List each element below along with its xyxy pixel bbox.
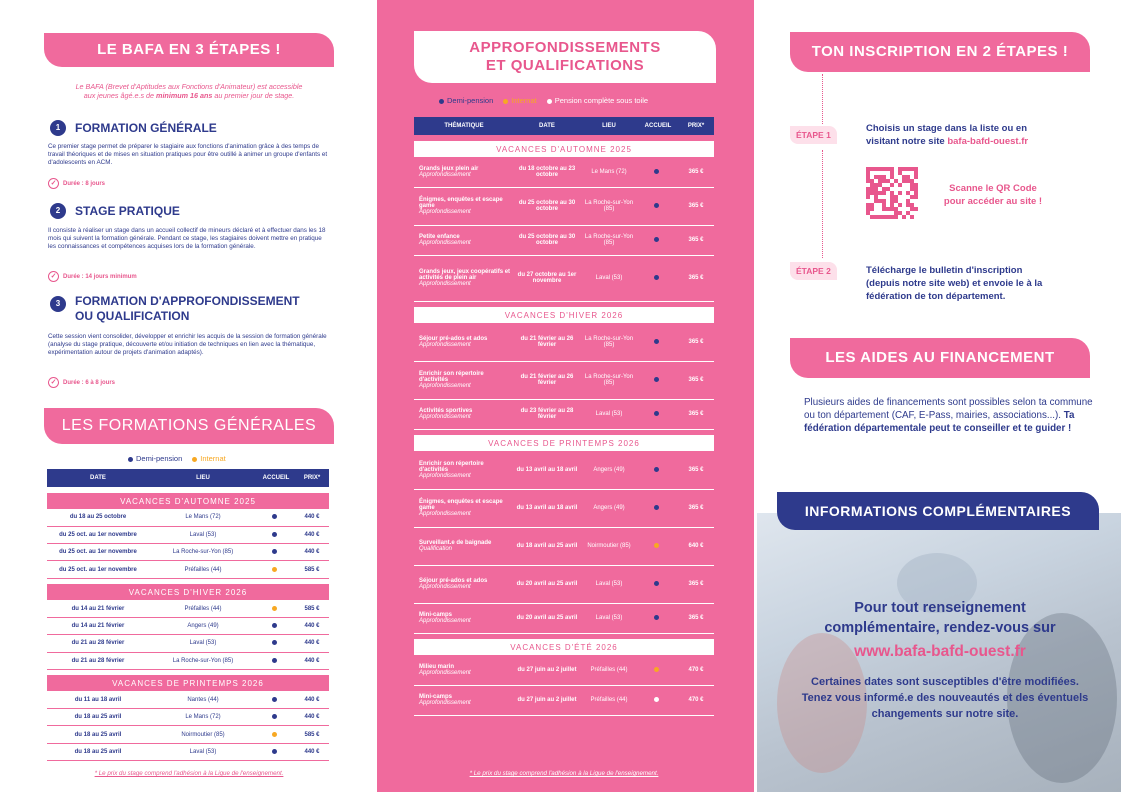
accueil-dot-icon: [272, 549, 277, 554]
step-1-duration: [48, 178, 105, 189]
date-cell: du 18 au 25 avril: [47, 726, 149, 743]
qr-caption: Scanne le QR Code pour accéder au site !: [943, 183, 1043, 207]
prix-cell: 470 €: [678, 685, 714, 715]
accueil-cell: [638, 685, 678, 715]
table-row: [47, 635, 329, 652]
step-number: 1: [50, 120, 66, 136]
date-cell: du 27 juin au 2 juillet: [514, 655, 580, 685]
period-label: VACANCES DE PRINTEMPS 2026: [47, 675, 329, 691]
prix-cell: 365 €: [678, 255, 714, 301]
table-row: [47, 691, 329, 708]
accueil-cell: [638, 489, 678, 527]
accueil-cell: [257, 726, 295, 743]
table-row: [47, 726, 329, 743]
date-cell: du 21 février au 26 février: [514, 361, 580, 399]
info-heading: Pour tout renseignement complémentaire, rendez-vous sur: [824, 600, 1056, 636]
col-lieu: LIEU: [149, 469, 257, 487]
approfondissement-table: [414, 117, 714, 716]
theme-cell: [414, 323, 514, 361]
table-header: [47, 469, 329, 487]
accueil-dot-icon: [272, 567, 277, 572]
accueil-dot-icon: [654, 467, 659, 472]
theme-type: Approfondissement: [419, 341, 471, 348]
date-cell: du 21 au 28 février: [47, 652, 149, 669]
accueil-cell: [638, 225, 678, 255]
general-training-table: [47, 469, 329, 761]
bafa-steps-banner: LE BAFA EN 3 ÉTAPES !: [44, 33, 334, 67]
intro-part-c: au premier jour de stage.: [214, 91, 295, 100]
white-dot-icon: [547, 99, 552, 104]
date-cell: du 25 octobre au 30 octobre: [514, 187, 580, 225]
lieu-cell: La Roche-sur-Yon (85): [580, 225, 638, 255]
accueil-dot-icon: [272, 697, 277, 702]
lieu-cell: Laval (53): [149, 635, 257, 652]
accueil-cell: [638, 527, 678, 565]
theme-title: Mini-camps: [419, 694, 453, 700]
step-3-desc: Cette session vient consolider, développer et enrichir les acquis de la session de formation générale (analyse du stage pratique, découverte et/ou initiation de techniques en lien avec la thématique, expérimentation autour de projets d'animation adaptés).: [48, 333, 327, 356]
prix-cell: 440 €: [295, 709, 329, 726]
table-row: [47, 652, 329, 669]
etape-1-text: Choisis un stage dans la liste ou en visitant notre site bafa-bafd-ouest.fr: [866, 123, 1029, 147]
step-title: FORMATION GÉNÉRALE: [75, 121, 217, 135]
accueil-dot-icon: [272, 640, 277, 645]
theme-title: Grands jeux plein air: [419, 165, 479, 172]
etape-2-badge: ÉTAPE 2: [790, 262, 837, 280]
table-row: [47, 709, 329, 726]
period-label: VACANCES D'AUTOMNE 2025: [47, 493, 329, 509]
info-link[interactable]: www.bafa-bafd-ouest.fr: [854, 643, 1026, 660]
legend-item: Demi-pension: [128, 454, 182, 463]
orange-dot-icon: [192, 457, 197, 462]
prix-cell: 440 €: [295, 691, 329, 708]
intro-part-a: Le BAFA (Brevet d'Aptitudes aux Fonctions d'Animateur) est accessible: [75, 82, 303, 91]
accueil-cell: [257, 617, 295, 634]
prix-cell: 365 €: [678, 225, 714, 255]
accueil-dot-icon: [272, 658, 277, 663]
date-cell: du 18 au 25 octobre: [47, 509, 149, 526]
legend-general: [128, 454, 226, 463]
accueil-cell: [257, 652, 295, 669]
date-cell: du 18 au 25 avril: [47, 743, 149, 760]
banner-line-2: ET QUALIFICATIONS: [485, 57, 645, 74]
table-row: [414, 685, 714, 715]
date-cell: du 23 février au 28 février: [514, 399, 580, 429]
lieu-cell: Noirmoutier (85): [149, 726, 257, 743]
lieu-cell: Angers (49): [580, 451, 638, 489]
theme-type: Approfondissement: [419, 383, 471, 389]
check-icon: ✓: [48, 377, 59, 388]
theme-title: Activités sportives: [419, 408, 473, 414]
prix-cell: 440 €: [295, 526, 329, 543]
date-cell: du 27 juin au 2 juillet: [514, 685, 580, 715]
table-row: [414, 603, 714, 633]
lieu-cell: Préfailles (44): [149, 600, 257, 617]
table-row: [414, 255, 714, 301]
period-row: [414, 639, 714, 655]
theme-title: Séjour pré-ados et ados: [419, 578, 488, 584]
orange-dot-icon: [503, 99, 508, 104]
price-note: * Le prix du stage comprend l'adhésion à la Ligue de l'enseignement.: [94, 770, 284, 777]
aides-banner: LES AIDES AU FINANCEMENT: [790, 338, 1090, 378]
info-banner: INFORMATIONS COMPLÉMENTAIRES: [777, 492, 1099, 530]
theme-cell: [414, 685, 514, 715]
accueil-cell: [257, 709, 295, 726]
prix-cell: 585 €: [295, 561, 329, 578]
theme-cell: [414, 565, 514, 603]
check-icon: ✓: [48, 271, 59, 282]
lieu-cell: La Roche-sur-Yon (85): [149, 652, 257, 669]
period-row: [414, 141, 714, 157]
prix-cell: 440 €: [295, 544, 329, 561]
date-cell: du 14 au 21 février: [47, 600, 149, 617]
accueil-cell: [638, 255, 678, 301]
accueil-cell: [638, 399, 678, 429]
prix-cell: 365 €: [678, 451, 714, 489]
left-column: [0, 0, 374, 792]
general-training-banner: LES FORMATIONS GÉNÉRALES: [44, 408, 334, 444]
theme-type: Approfondissement: [419, 209, 471, 215]
lieu-cell: Nantes (44): [149, 691, 257, 708]
price-note-2: * Le prix du stage comprend l'adhésion à la Ligue de l'enseignement.: [469, 770, 659, 777]
date-cell: du 21 février au 26 février: [514, 323, 580, 361]
accueil-cell: [257, 561, 295, 578]
theme-type: Approfondissement: [419, 171, 471, 178]
intro-min-age: minimum 16 ans: [156, 91, 213, 100]
accueil-dot-icon: [654, 377, 659, 382]
date-cell: du 18 avril au 25 avril: [514, 527, 580, 565]
date-cell: du 20 avril au 25 avril: [514, 603, 580, 633]
aides-text: Plusieurs aides de financements sont possibles selon ta commune ou ton département (CAF, E-Pass, mairies, associations...). Ta fédération départementale peut te conseiller et te guider !: [804, 397, 1093, 434]
approfondissement-banner: [414, 31, 716, 83]
accueil-dot-icon: [272, 623, 277, 628]
col-date: DATE: [47, 469, 149, 487]
accueil-dot-icon: [654, 169, 659, 174]
date-cell: du 18 octobre au 23 octobre: [514, 157, 580, 187]
theme-type: Approfondissement: [419, 584, 471, 590]
accueil-cell: [638, 157, 678, 187]
inscription-banner: TON INSCRIPTION EN 2 ÉTAPES !: [790, 32, 1090, 72]
accueil-dot-icon: [654, 411, 659, 416]
navy-dot-icon: [439, 99, 444, 104]
step-number: 2: [50, 203, 66, 219]
date-cell: du 25 octobre au 30 octobre: [514, 225, 580, 255]
lieu-cell: Angers (49): [149, 617, 257, 634]
info-paragraph: Certaines dates sont susceptibles d'être modifiées. Tenez vous informé.e des nouveautés et des éventuels changements sur notre site.: [801, 676, 1089, 720]
theme-type: Approfondissement: [419, 618, 471, 624]
accueil-dot-icon: [654, 581, 659, 586]
theme-type: Approfondissement: [419, 511, 471, 517]
col-prix: PRIX*: [295, 469, 329, 487]
theme-title: Grands jeux, jeux coopératifs et activités de plein air: [419, 269, 511, 281]
table-row: [47, 509, 329, 526]
lieu-cell: Le Mans (72): [149, 709, 257, 726]
date-cell: du 25 oct. au 1er novembre: [47, 544, 149, 561]
table-row: [414, 451, 714, 489]
lieu-cell: Laval (53): [580, 399, 638, 429]
intro-text: [44, 82, 334, 100]
legend-item: Pension complète sous toile: [547, 96, 648, 105]
dotted-line: [822, 150, 823, 258]
step-title: FORMATION D'APPROFONDISSEMENT: [75, 294, 300, 308]
accueil-dot-icon: [272, 732, 277, 737]
theme-type: Approfondissement: [419, 669, 471, 676]
accueil-dot-icon: [654, 505, 659, 510]
period-label: VACANCES DE PRINTEMPS 2026: [414, 435, 714, 451]
lieu-cell: Laval (53): [149, 743, 257, 760]
theme-cell: [414, 187, 514, 225]
check-icon: ✓: [48, 178, 59, 189]
site-link[interactable]: bafa-bafd-ouest.fr: [947, 136, 1029, 147]
period-label: VACANCES D'HIVER 2026: [414, 307, 714, 323]
accueil-cell: [638, 451, 678, 489]
lieu-cell: La Roche-sur-Yon (85): [580, 323, 638, 361]
lieu-cell: Le Mans (72): [149, 509, 257, 526]
prix-cell: 470 €: [678, 655, 714, 685]
duration-text: Durée : 8 jours: [63, 180, 106, 187]
step-2-desc: Il consiste à réaliser un stage dans un accueil collectif de mineurs déclaré et à effectuer dans les 18 mois qui suivent la formation générale. Pendant ce stage, les stagiaires doivent mettre en pratique les connaissances et compétences acquises lors de la formation générale.: [48, 227, 326, 250]
navy-dot-icon: [128, 457, 133, 462]
intro-part-b: aux jeunes âgé.e.s de: [83, 91, 155, 100]
theme-type: Approfondissement: [419, 414, 471, 420]
accueil-dot-icon: [654, 203, 659, 208]
prix-cell: 440 €: [295, 652, 329, 669]
date-cell: du 11 au 18 avril: [47, 691, 149, 708]
accueil-dot-icon: [272, 514, 277, 519]
prix-cell: 640 €: [678, 527, 714, 565]
lieu-cell: Laval (53): [580, 565, 638, 603]
etape-2-text: Télécharge le bulletin d'inscription (depuis notre site web) et envoie le à la fédération de ton département.: [866, 265, 1043, 302]
prix-cell: 365 €: [678, 187, 714, 225]
theme-type: Qualification: [419, 546, 453, 552]
accueil-cell: [257, 509, 295, 526]
col-accueil: ACCUEIL: [257, 469, 295, 487]
etape-1-badge: ÉTAPE 1: [790, 126, 837, 144]
table-row: [47, 561, 329, 578]
legend-item: Internat: [503, 96, 536, 105]
table-row: [414, 361, 714, 399]
theme-cell: [414, 527, 514, 565]
date-cell: du 20 avril au 25 avril: [514, 565, 580, 603]
step-1-desc: Ce premier stage permet de préparer le stagiaire aux fonctions d'animation grâce à des temps de travail théoriques et de mises en situation pratiques pour être outillé à animer un groupe d'enfants et d'adolescents en ACM.: [48, 143, 328, 166]
prix-cell: 440 €: [295, 509, 329, 526]
theme-type: Approfondissement: [419, 240, 471, 246]
step-3-duration: [48, 377, 115, 388]
table-row: [47, 526, 329, 543]
accueil-dot-icon: [272, 714, 277, 719]
lieu-cell: Le Mans (72): [580, 157, 638, 187]
theme-title: Enrichir son répertoire d'activités: [419, 460, 484, 473]
date-cell: du 21 au 28 février: [47, 635, 149, 652]
prix-cell: 365 €: [678, 603, 714, 633]
theme-title: Mini-camps: [419, 612, 453, 618]
theme-type: Approfondissement: [419, 472, 471, 479]
accueil-dot-icon: [272, 606, 277, 611]
date-cell: du 18 au 25 avril: [47, 709, 149, 726]
table-row: [414, 565, 714, 603]
legend-approfondissement: [439, 96, 648, 105]
period-label: VACANCES D'AUTOMNE 2025: [414, 141, 714, 157]
prix-cell: 365 €: [678, 157, 714, 187]
period-row: [414, 307, 714, 323]
lieu-cell: Angers (49): [580, 489, 638, 527]
date-cell: du 13 avril au 18 avril: [514, 489, 580, 527]
theme-cell: [414, 451, 514, 489]
prix-cell: 585 €: [295, 726, 329, 743]
table-row: [414, 157, 714, 187]
legend-item: Demi-pension: [439, 96, 493, 105]
lieu-cell: Préfailles (44): [149, 561, 257, 578]
lieu-cell: Laval (53): [580, 255, 638, 301]
col-accueil: ACCUEIL: [638, 117, 678, 135]
theme-cell: [414, 225, 514, 255]
prix-cell: 365 €: [678, 399, 714, 429]
duration-text: Durée : 14 jours minimum: [63, 273, 137, 280]
accueil-cell: [638, 603, 678, 633]
theme-title: Surveillant.e de baignade: [419, 540, 492, 546]
accueil-cell: [638, 187, 678, 225]
accueil-dot-icon: [654, 275, 659, 280]
accueil-cell: [638, 655, 678, 685]
accueil-cell: [257, 544, 295, 561]
dotted-line: [822, 74, 823, 124]
theme-title: Énigmes, enquêtes et escape game: [419, 499, 503, 511]
theme-title: Petite enfance: [419, 234, 460, 240]
theme-title: Séjour pré-ados et ados: [419, 335, 488, 342]
banner-line-1: APPROFONDISSEMENTS: [469, 39, 661, 56]
lieu-cell: Préfailles (44): [580, 685, 638, 715]
date-cell: du 25 oct. au 1er novembre: [47, 526, 149, 543]
duration-text: Durée : 6 à 8 jours: [63, 379, 116, 386]
theme-cell: [414, 603, 514, 633]
date-cell: du 25 oct. au 1er novembre: [47, 561, 149, 578]
accueil-dot-icon: [654, 615, 659, 620]
table-row: [414, 187, 714, 225]
table-row: [414, 323, 714, 361]
accueil-cell: [257, 526, 295, 543]
accueil-dot-icon: [272, 532, 277, 537]
theme-cell: [414, 255, 514, 301]
theme-cell: [414, 489, 514, 527]
table-row: [414, 489, 714, 527]
accueil-cell: [257, 600, 295, 617]
accueil-cell: [638, 323, 678, 361]
step-2-duration: [48, 271, 137, 282]
period-label: VACANCES D'HIVER 2026: [47, 584, 329, 600]
table-row: [47, 617, 329, 634]
col-lieu: LIEU: [580, 117, 638, 135]
table-row: [414, 399, 714, 429]
lieu-cell: Noirmoutier (85): [580, 527, 638, 565]
table-row: [414, 527, 714, 565]
lieu-cell: La Roche-sur-Yon (85): [580, 361, 638, 399]
theme-type: Approfondissement: [419, 281, 471, 287]
table-row: [47, 743, 329, 760]
period-row: [47, 584, 329, 600]
accueil-cell: [257, 743, 295, 760]
lieu-cell: Laval (53): [149, 526, 257, 543]
period-row: [47, 675, 329, 691]
legend-item: Internat: [192, 454, 225, 463]
table-row: [47, 544, 329, 561]
accueil-cell: [638, 361, 678, 399]
col-thematique: THÉMATIQUE: [414, 117, 514, 135]
lieu-cell: La Roche-sur-Yon (85): [149, 544, 257, 561]
lieu-cell: La Roche-sur-Yon (85): [580, 187, 638, 225]
theme-title: Milieu marin: [419, 663, 455, 670]
prix-cell: 440 €: [295, 743, 329, 760]
prix-cell: 365 €: [678, 323, 714, 361]
accueil-cell: [638, 565, 678, 603]
table-row: [414, 225, 714, 255]
col-date: DATE: [514, 117, 580, 135]
lieu-cell: Préfailles (44): [580, 655, 638, 685]
accueil-dot-icon: [654, 237, 659, 242]
lieu-cell: Laval (53): [580, 603, 638, 633]
theme-cell: [414, 361, 514, 399]
step-title: STAGE PRATIQUE: [75, 204, 180, 218]
date-cell: du 27 octobre au 1er novembre: [514, 255, 580, 301]
date-cell: du 14 au 21 février: [47, 617, 149, 634]
theme-type: Approfondissement: [419, 700, 471, 706]
prix-cell: 365 €: [678, 565, 714, 603]
theme-title: Enrichir son répertoire d'activités: [419, 371, 484, 383]
period-row: [47, 493, 329, 509]
col-prix: PRIX*: [678, 117, 714, 135]
prix-cell: 365 €: [678, 361, 714, 399]
accueil-cell: [257, 691, 295, 708]
prix-cell: 440 €: [295, 617, 329, 634]
period-label: VACANCES D'ÉTÉ 2026: [414, 639, 714, 655]
accueil-cell: [257, 635, 295, 652]
period-row: [414, 435, 714, 451]
accueil-dot-icon: [272, 749, 277, 754]
prix-cell: 440 €: [295, 635, 329, 652]
table-row: [414, 655, 714, 685]
theme-title: Énigmes, enquêtes et escape game: [419, 197, 503, 209]
qr-code-icon: [866, 167, 918, 219]
date-cell: du 13 avril au 18 avril: [514, 451, 580, 489]
theme-cell: [414, 399, 514, 429]
table-header: [414, 117, 714, 135]
step-title-2: OU QUALIFICATION: [75, 309, 190, 323]
accueil-dot-icon: [654, 543, 659, 548]
prix-cell: 365 €: [678, 489, 714, 527]
accueil-dot-icon: [654, 339, 659, 344]
prix-cell: 585 €: [295, 600, 329, 617]
accueil-dot-icon: [654, 697, 659, 702]
accueil-dot-icon: [654, 667, 659, 672]
theme-cell: [414, 655, 514, 685]
theme-cell: [414, 157, 514, 187]
step-number: 3: [50, 296, 66, 312]
table-row: [47, 600, 329, 617]
